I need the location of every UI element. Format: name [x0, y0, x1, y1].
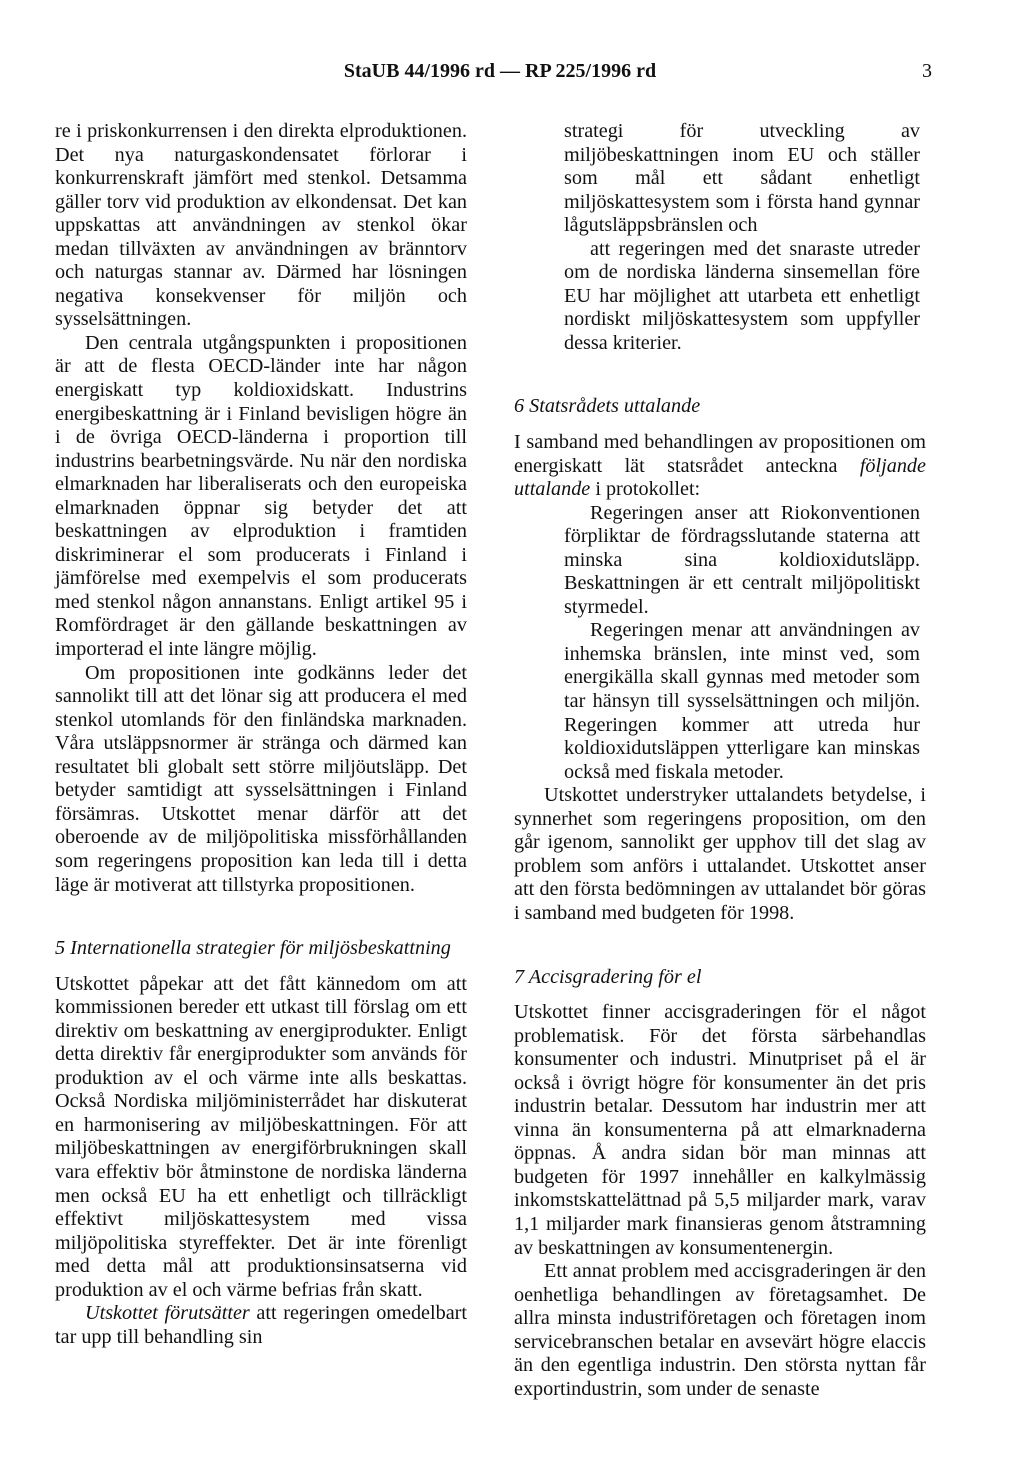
paragraph: [55, 1302, 467, 1349]
left-column: [55, 120, 467, 1349]
quote-paragraph: strategi för utveckling av miljöbeskattningen inom EU och ställer som mål ett sådant enhetligt miljöskattesystem som i första hand gynnar lågutsläppsbränslen och: [564, 120, 920, 237]
italic-phrase: följande uttalande: [514, 454, 926, 501]
running-title: StaUB 44/1996 rd — RP 225/1996 rd: [343, 60, 657, 82]
right-column: [514, 120, 926, 1401]
paragraph: Utskottet finner accisgraderingen för el något problematisk. För det första särbehandlas konsumenter och industri. Minutpriset på el är också i övrigt högre för konsumenter än det pris industrin betalar. Dessutom har industrin mer att vinna än konsumenterna på att elmarknaderna öppnas. Å andra sidan bör man minnas att budgeten för 1997 innehåller en kalkylmässig inkomstskattelättnad på 5,5 miljarder mark, varav 1,1 miljarder mark finansieras genom åtstramning av beskattningen av konsumentenergin.: [514, 1001, 926, 1259]
paragraph: Utskottet påpekar att det fått kännedom om att kommissionen bereder ett utkast till förslag om ett direktiv om beskattning av energiprodukter. Enligt detta direktiv får energiprodukter som används för produktion av el och värme inte alls beskattas. Också Nordiska miljöministerrådet har diskuterat en harmonisering av miljöbeskattningen. För att miljöbeskattningen av energiförbrukningen skall vara effektiv bör åtminstone de nordiska länderna men också EU ha ett enhetligt och tillräckligt effektivt miljöskattesystem med vissa miljöpolitiska styreffekter. Det är inte förenligt med detta mål att produktionsinsatserna vid produktion av el och värme befrias från skatt.: [55, 972, 467, 1301]
section-heading-5: 5 Internationella strategier för miljösbeskattning: [55, 937, 451, 960]
italic-phrase: Utskottet förutsätter: [85, 1302, 250, 1325]
paragraph-text: i protokollet:: [590, 478, 701, 501]
paragraph: Utskottet understryker uttalandets betydelse, i synnerhet som regeringens proposition, om den går igenom, sannolikt ger upphov till det slag av problem som anförs i uttalandet. Utskottet anser att den första bedömningen av uttalandet bör göras i samband med budgeten för 1998.: [514, 784, 926, 924]
paragraph-text: att regeringen omedelbart tar upp till behandling sin: [55, 1302, 467, 1348]
page-header: [0, 60, 1024, 90]
paragraph-text: I samband med behandlingen av propositionen om energiskatt lät statsrådet anteckna: [514, 431, 926, 477]
paragraph: [514, 431, 926, 502]
page-number: 3: [922, 60, 932, 82]
quote-paragraph: att regeringen med det snaraste utreder om de nordiska länderna sinsemellan före EU har möjlighet att utarbeta ett enhetligt nordiskt miljöskattesystem som uppfyller dessa kriterier.: [564, 237, 920, 354]
quote-paragraph: Regeringen anser att Riokonventionen förpliktar de fördragsslutande staterna att minska sina koldioxidutsläpp. Beskattningen är ett centralt miljöpolitiskt styrmedel.: [564, 501, 920, 618]
paragraph: Den centrala utgångspunkten i propositionen är att de flesta OECD-länder inte har någon energiskatt typ koldioxidskatt. Industrins energibeskattning är i Finland bevisligen högre än i de övriga OECD-länderna i proportion till industrins bearbetningsvärde. Nu när den nordiska elmarknaden har liberaliserats och den europeiska elmarknaden öppnar sig betyder det att beskattningen av elproduktion i framtiden diskriminerar el som producerats i Finland i jämförelse med exempelvis el som producerats med stenkol någon annanstans. Enligt artikel 95 i Romfördraget är den gällande beskattningen av importerad el inte längre möjlig.: [55, 331, 467, 661]
paragraph: Om propositionen inte godkänns leder det sannolikt till att det lönar sig att producera el med stenkol utomlands för den finländska marknaden. Våra utsläppsnormer är stränga och därmed kan resultatet bli globalt sett större miljöutsläpp. Det betyder samtidigt att sysselsättningen i Finland försämras. Utskottet menar därför att det oberoende av de miljöpolitiska missförhållanden som regeringens proposition kan leda till i detta läge är motiverat att tillstyrka propositionen.: [55, 661, 467, 896]
quote-paragraph: Regeringen menar att användningen av inhemska bränslen, inte minst ved, som energikälla skall gynnas med metoder som tar hänsyn till sysselsättningen och miljön. Regeringen kommer att utreda hur koldioxidutsläppen ytterligare kan minskas också med fiskala metoder.: [564, 619, 920, 783]
paragraph: re i priskonkurrensen i den direkta elproduktionen. Det nya naturgaskondensatet förlorar i konkurrenskraft jämfört med stenkol. Detsamma gäller torv vid produktion av elkondensat. Det kan uppskattas att användningen av stenkol ökar medan tillväxten av användningen av bränntorv och naturgas stannar av. Därmed har lösningen negativa konsekvenser för miljön och sysselsättningen.: [55, 120, 467, 331]
section-heading-6: 6 Statsrådets uttalande: [514, 395, 701, 418]
section-heading-7: 7 Accisgradering för el: [514, 965, 702, 988]
paragraph: Ett annat problem med accisgraderingen är den oenhetliga behandlingen av företagsamhet. De allra minsta industriföretagen och företagen inom servicebranschen betalar en avsevärt högre elaccis än den egentliga industrin. Den största nyttan får exportindustrin, som under de senaste: [514, 1260, 926, 1400]
